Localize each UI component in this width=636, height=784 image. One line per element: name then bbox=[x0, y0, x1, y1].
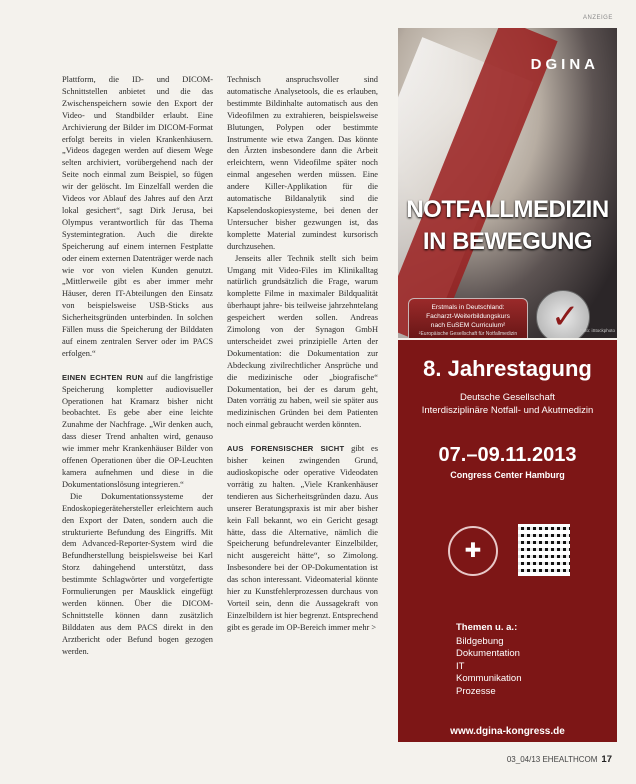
paragraph-text: auf die langfristige Speicherung kompletter audiovisueller Operationen hat Kramarz bisher nicht beobachtet. Es gebe aber eine leichte Zunahme der Nachfrage. „Wir denken auch, dass dieser Trend anhalten wird, genauso wie immer mehr Krankenhäuser Bilder von offenen Operationen über die OP-Leuchten kamera aufnehmen und diese in die Dokumentationslösung integrieren.“ bbox=[62, 372, 213, 489]
ad-badge bbox=[408, 298, 528, 338]
topics-list bbox=[456, 622, 596, 699]
page-number: 17 bbox=[601, 754, 612, 765]
paragraph: Die Dokumentationssysteme der Endoskopiegerätehersteller erleichtern auch den Export der Daten, sondern auch die strukturierte Befundung des Eingriffs. Mit dem Advanced-Reporter-System wird die Befundherstellung beispielsweise bei Karl Storz dahingehend unterstützt, dass bestimmte Schlagwörter und vorgefertigte Formulierungen per Mausklick eingefügt werden können. Über die DICOM-Schnittstelle können dann zusätzlich Bilddaten aus dem PACS direkt in den Arztbericht oder Befund bogen gezogen werden. bbox=[62, 491, 213, 656]
dgina-logo: DGINA bbox=[530, 56, 599, 73]
topics-title: Themen u. a.: bbox=[456, 622, 518, 633]
page-footer bbox=[507, 754, 612, 765]
advertisement[interactable] bbox=[398, 28, 617, 742]
society-emblem-icon: ✚ bbox=[448, 526, 498, 576]
issue-label: 03_04/13 EHEALTHCOM bbox=[506, 755, 598, 764]
badge-footnote: ²Europäische Gesellschaft für Notfallmedizin bbox=[418, 331, 518, 337]
organizer-line-2: Interdisziplinäre Notfall- und Akutmedizin bbox=[421, 405, 594, 416]
paragraph-with-subhead bbox=[227, 443, 378, 634]
paragraph: Jenseits aller Technik stellt sich beim Umgang mit Video-Files im Klinikalltag natürlich grundsätzlich die Frage, warum komplette Filme in maximaler Bildqualität überhaupt jahre- bis teilweise jahrzehntelang gespeichert werden sollen. Andreas Zimolong von der Synagon GmbH unterscheidet zwei prinzipielle Arten der Dokumentation: die Dokumentation zur Abdeckung zivilrechtlicher Ansprüche und die medizinische oder „biografische“ Dokumentation, bei der es darum geht, Daten vorrätig zu haben, weil sie später aus medizinischen Gründen bei dem Patienten noch einmal gebraucht werden könnten. bbox=[227, 253, 378, 430]
subhead: EINEN ECHTEN RUN bbox=[62, 372, 144, 382]
congress-venue: Congress Center Hamburg bbox=[450, 470, 565, 480]
ad-congress-info bbox=[398, 340, 617, 742]
badge-line: Erstmals in Deutschland: bbox=[431, 304, 505, 311]
paragraph-with-subhead bbox=[62, 372, 213, 491]
paragraph: Plattform, die ID- und DICOM-Schnittstellen anbietet und die das Zwischenspeichern sowie den Export der Video- und Standbilder erlaubt. Eine Archivierung der Bilder im DICOM-Format erfolgt bereits in vielen Krankenhäusern. „Videos dagegen werden auf diesem Wege selten archiviert, vorübergehend nach der Seite noch einmal zum Beispiel, so fügen wir der gelöscht. Im Einzelfall werden die Videos vor Ablauf des Jahres auf den Arzt lokal gesichert“, sagt Dirk Jerusa, bei Olympus verantwortlich für das Thema Systemintegration. Auch die direkte Speicherung auf einem internen Festplatte oder einem externen Datenträger werde nach wie vor von vielen Kunden genutzt. „Mittlerweile gibt es aber immer mehr Häuser, deren IT-Abteilungen den Einsatz von beispielsweise USB-Sticks aus Sicherheitsgründen unterbinden. In solchen Fällen muss die Speicherung der Bilddaten auf einem zentralen Server oder im PACS erfolgen.“ bbox=[62, 75, 213, 358]
article-column-1 bbox=[62, 74, 213, 658]
subhead: AUS FORENSISCHER SICHT bbox=[227, 444, 345, 454]
congress-date: 07.–09.11.2013 bbox=[438, 444, 577, 466]
congress-title: 8. Jahrestagung bbox=[423, 356, 592, 381]
organizer-line-1: Deutsche Gesellschaft bbox=[459, 392, 556, 403]
ad-headline-2: IN BEWEGUNG bbox=[422, 228, 593, 255]
topic-item: IT bbox=[456, 660, 465, 672]
topic-item: Bildgebung bbox=[456, 635, 504, 647]
topic-item: Kommunikation bbox=[456, 673, 522, 685]
anzeige-label: ANZEIGE bbox=[583, 15, 613, 21]
topic-item: Dokumentation bbox=[456, 648, 520, 660]
checkmark-seal-icon: ✓ bbox=[536, 290, 590, 338]
article-column-2 bbox=[227, 74, 378, 634]
ad-headline-1: NOTFALLMEDIZIN bbox=[406, 196, 609, 223]
photo-credit: Foto: iStockphoto bbox=[579, 328, 615, 333]
congress-url-link[interactable]: www.dgina-kongress.de bbox=[450, 726, 565, 737]
topic-item: Prozesse bbox=[456, 685, 496, 697]
badge-line: Facharzt-Weiterbildungskurs bbox=[426, 313, 510, 320]
ad-hero bbox=[398, 28, 617, 338]
paragraph-text: gibt es bisher keinen zwingenden Grund, audioskopische oder operative Videodaten vorrätig zu halten. „Viele Krankenhäuser tendieren aus Sicherheitsgründen dazu. Aus unserer Beratungspraxis ist mir aber bisher kein Fall bekannt, wo ein Gericht gesagt hätte, dass die Alternative, nämlich die Speicherung befundrelevanter Einzelbilder, nicht ausgereicht hätte“, so Zimolong. Insbesondere bei der OP-Dokumentation ist das schon interessant. Videomaterial könnte hier zu Kunstfehlerprozessen durchaus von Vorteil sein, denn die Aussagekraft von Einzelbildern ist hier begrenzt. Entsprechend gibt es gerade im OP-Bereich immer mehr > bbox=[227, 444, 378, 632]
badge-line: nach EuSEM Curriculum² bbox=[430, 322, 506, 329]
qr-code-icon[interactable] bbox=[518, 524, 570, 576]
paragraph: Technisch anspruchsvoller sind automatische Analysetools, die es erlauben, bestimmte Bildinhalte automatisch aus den Videofilmen zu extrahieren, beispielsweise Blutungen, Polypen oder bestimmte Instrumente wie etwa Zangen. Das könnte den Ärzten insbesondere dann die Arbeit erleichtern, wenn Videofilme später noch einmal angesehen werden müssen. Eine andere Killer-Applikation für die automatische Bildanalytik sind die Kapselendoskopiesysteme, bei denen der Untersucher bisher gezwungen ist, das komplette Material zumindest kursorisch durchzusehen. bbox=[227, 75, 378, 251]
